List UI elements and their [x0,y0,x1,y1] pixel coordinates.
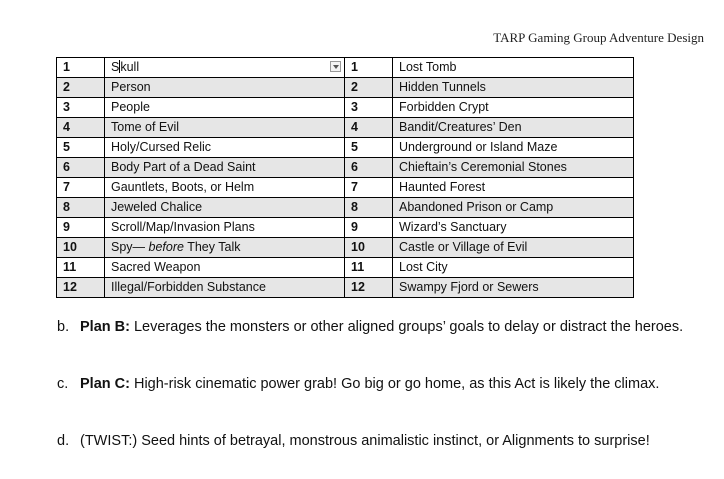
table-cell-location: Hidden Tunnels [393,78,634,98]
row-number-right: 5 [345,138,393,158]
table-cell-object: Body Part of a Dead Saint [105,158,345,178]
table-row [57,278,634,298]
table-row [57,58,634,78]
table-cell-location: Lost Tomb [393,58,634,78]
row-number-right: 10 [345,238,393,258]
skull-text-end: kull [120,60,140,74]
table-row [57,118,634,138]
table-cell-location: Forbidden Crypt [393,98,634,118]
table-cell-location: Chieftain’s Ceremonial Stones [393,158,634,178]
row-number-right: 9 [345,218,393,238]
row-number-left: 7 [57,178,105,198]
list-item-twist [57,432,704,450]
spy-emphasis: before [148,240,184,254]
row-number-right: 1 [345,58,393,78]
table-cell-location: Swampy Fjord or Sewers [393,278,634,298]
table-cell-object: People [105,98,345,118]
table-cell-object: Sacred Weapon [105,258,345,278]
table-row [57,78,634,98]
adventure-table [56,57,634,298]
row-number-right: 11 [345,258,393,278]
plan-label: Plan C: [80,376,130,392]
row-number-right: 4 [345,118,393,138]
row-number-left: 6 [57,158,105,178]
table-row [57,238,634,258]
table-cell-object: Person [105,78,345,98]
row-number-left: 1 [57,58,105,78]
document-header-title: TARP Gaming Group Adventure Design [493,30,704,45]
table-row [57,158,634,178]
plan-text: Leverages the monsters or other aligned groups’ goals to delay or distract the heroes. [129,319,684,335]
row-number-left: 4 [57,118,105,138]
table-cell-location: Haunted Forest [393,178,634,198]
spy-text: Spy— [111,240,149,254]
list-item-plan-c [57,375,704,393]
row-number-right: 7 [345,178,393,198]
row-number-left: 2 [57,78,105,98]
row-number-left: 9 [57,218,105,238]
table-row [57,198,634,218]
row-number-left: 10 [57,238,105,258]
row-number-left: 3 [57,98,105,118]
row-number-right: 2 [345,78,393,98]
plan-text: High-risk cinematic power grab! Go big or go home, as this Act is likely the climax. [129,376,660,392]
row-number-left: 12 [57,278,105,298]
row-number-left: 8 [57,198,105,218]
list-item-plan-b [57,318,704,336]
plan-label: Plan B: [80,319,130,335]
table-row [57,218,634,238]
skull-text-start: S [111,60,120,74]
chevron-down-icon[interactable] [330,61,341,72]
row-number-right: 6 [345,158,393,178]
table-cell-location: Abandoned Prison or Camp [393,198,634,218]
table-cell-location: Castle or Village of Evil [393,238,634,258]
table-cell-object: Gauntlets, Boots, or Helm [105,178,345,198]
list-marker: b. [57,319,70,335]
table-row [57,138,634,158]
table-cell-object[interactable] [105,58,345,78]
table-cell-object: Tome of Evil [105,118,345,138]
table-row [57,98,634,118]
list-marker: c. [57,376,69,392]
spy-text-end: They Talk [183,240,241,254]
row-number-right: 3 [345,98,393,118]
table-cell-location: Wizard’s Sanctuary [393,218,634,238]
row-number-left: 5 [57,138,105,158]
table-cell-location: Lost City [393,258,634,278]
table-cell-object: Jeweled Chalice [105,198,345,218]
table-cell-object [105,238,345,258]
row-number-left: 11 [57,258,105,278]
row-number-right: 12 [345,278,393,298]
table-cell-location: Underground or Island Maze [393,138,634,158]
table-cell-location: Bandit/Creatures’ Den [393,118,634,138]
table-row [57,178,634,198]
table-cell-object: Holy/Cursed Relic [105,138,345,158]
row-number-right: 8 [345,198,393,218]
table-cell-object: Scroll/Map/Invasion Plans [105,218,345,238]
table-row [57,258,634,278]
twist-text: (TWIST:) Seed hints of betrayal, monstrous animalistic instinct, or Alignments to surprise! [80,433,650,449]
list-marker: d. [57,433,70,449]
table-cell-object: Illegal/Forbidden Substance [105,278,345,298]
